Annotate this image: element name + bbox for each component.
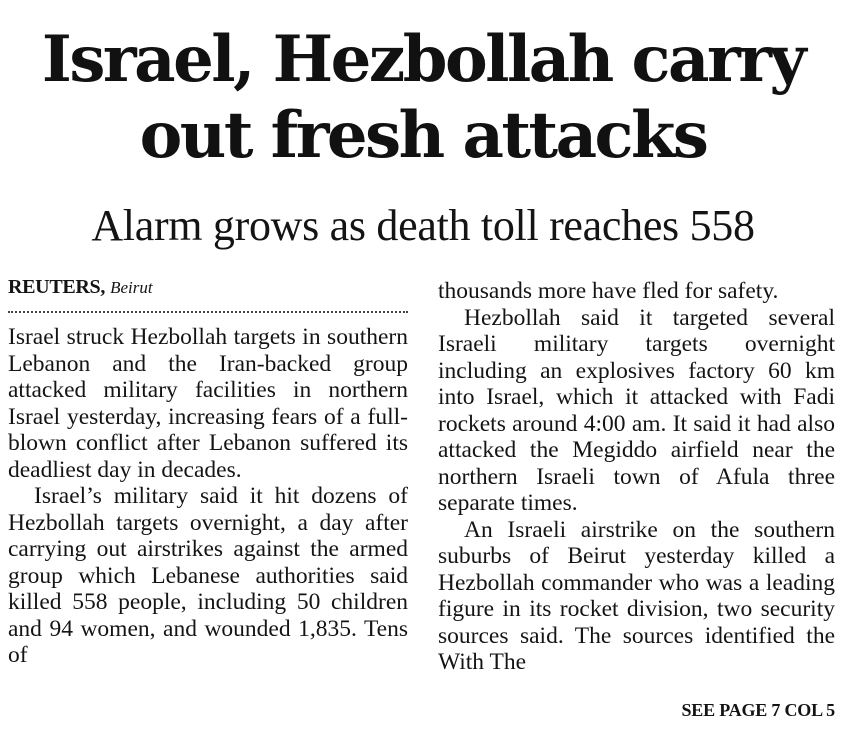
subheadline: Alarm grows as death toll reaches 558 [91,201,755,250]
article-column-left [8,272,408,669]
article-column-right [438,278,835,676]
continued-on-page-jump: SEE PAGE 7 COL 5 [681,700,835,720]
byline [8,272,408,302]
article-paragraph: Israel struck Hezbollah targets in southern Lebanon and the Iran-backed group attacked military facilities in northern Israel yesterday, increasing fears of a full-blown conflict after Lebanon suffered its deadliest day in decades. [8,324,408,483]
headline [0,22,846,174]
article-paragraph: Hezbollah said it targeted several Israeli military targets overnight including an explosives factory 60 km into Israel, which it attacked with Fadi rockets around 4:00 am. It said it had also attacked the Megiddo airfield near the northern Israeli town of Afula three separate times. [438,304,835,516]
byline-agency: REUTERS, [8,276,106,298]
article-paragraph: An Israeli airstrike on the southern suburbs of Beirut yesterday killed a Hezbollah commander who was a leading figure in its rocket division, two security sources said. The sources identified the With The [438,516,835,675]
byline-divider [8,311,408,313]
byline-dateline: Beirut [110,278,153,297]
headline-line-1: Israel, Hezbollah carry [41,22,805,97]
headline-line-2: out fresh attacks [139,98,707,173]
article-paragraph: thousands more have fled for safety. [438,278,779,304]
article-paragraph: Israel’s military said it hit dozens of Hezbollah targets overnight, a day after carrying out airstrikes against the armed group which Lebanese authorities said killed 558 people, including 50 children and 94 women, and wounded 1,835. Tens of [8,483,408,668]
